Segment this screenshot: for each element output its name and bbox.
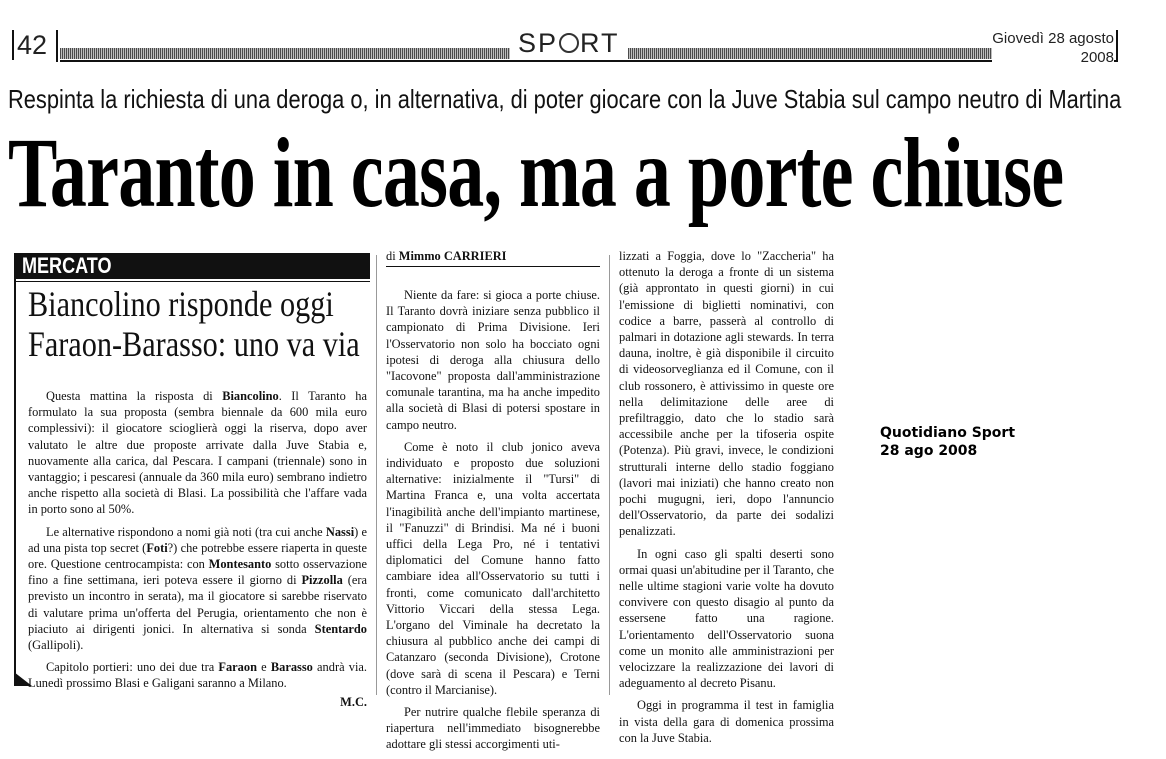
mercato-paragraph-1: Questa mattina la risposta di Biancolino. Il Taranto ha formulato la sua proposta (sembra biennale da 600 mila euro complessivi): il giocatore scioglierà oggi la riserva, dopo aver valutato le altre due proposte arrivate dalla Juve Stabia e, nuovamente alla carica, dal Pescara. I campani (triennale) sono in vantaggio; i pescaresi (annuale da 360 mila euro) sembrano indietro anche rispetto alla società di Blasi. La possibilità che l'affare vada in porto sono al 50%. bbox=[28, 389, 367, 517]
source-stamp-date: 28 ago 2008 bbox=[880, 443, 978, 459]
mercato-headline-line2: Faraon-Barasso: uno va via bbox=[28, 324, 360, 364]
name-biancolino: Biancolino bbox=[222, 389, 279, 403]
article-paragraph: Come è noto il club jonico aveva individuato e proposto due soluzioni alternative: inizialmente il "Tursi" di Martina Franca e, una volta accertata l'inagibilità anche dell'impianto martinese, il "Fanuzzi" di Brindisi. Ma né i buoni uffici della Lega Pro, né i tentativi diplomatici del Comune hanno fatto cambiare idea all'Osservatorio su tutti i fronti, come comunicato dall'architetto Vittorio Viccari della stessa Lega. L'organo del Viminale ha decretato la chiusura al pubblico anche dei campi di Catanzaro (seconda Divisione), Crotone (dove sarà di scena il Pescara) e Terni (contro il Marcianise). bbox=[386, 439, 600, 697]
mercato-body bbox=[28, 388, 367, 710]
column-separator bbox=[376, 255, 377, 695]
source-stamp bbox=[880, 424, 1015, 460]
mercato-rule bbox=[14, 281, 370, 282]
dateline-date: Giovedì 28 agosto bbox=[992, 30, 1114, 47]
article-paragraph: Per nutrire qualche flebile speranza di riapertura nell'immediato bisognerebbe adottare gli stessi accorgimenti uti- bbox=[386, 705, 600, 752]
mercato-signature: M.C. bbox=[340, 694, 367, 709]
mercato-headline-line1: Biancolino risponde oggi bbox=[28, 284, 334, 324]
kicker-headline: Respinta la richiesta di una deroga o, in alternativa, di poter giocare con la Juve Stabia sul campo neutro di Martina bbox=[8, 84, 1122, 114]
mercato-paragraph-3: Capitolo portieri: uno dei due tra Faraon e Barasso andrà via. Lunedì prossimo Blasi e Galigani saranno a Milano. bbox=[28, 660, 367, 691]
source-stamp-publication: Quotidiano Sport bbox=[880, 425, 1016, 441]
section-title-suffix: RT bbox=[580, 28, 620, 58]
mercato-paragraph-2: Le alternative rispondono a nomi già noti (tra cui anche Nassi) e ad una pista top secret (Foti?) che potrebbe essere riaperta in queste ore. Questione centrocampista: con Montesanto sotto osservazione fino a fine settimana, ieri poteva essere il giorno di Pizzolla (era previsto un incontro in serata), ma il giocatore si sarebbe riservato di valutare prima un'offerta del Perugia, orientamento che non è piaciuto ai dirigenti jonici. In alternativa si sonda Stentardo (Gallipoli). bbox=[28, 524, 367, 653]
section-title bbox=[510, 28, 628, 59]
mercato-label-bar bbox=[14, 253, 370, 279]
article-paragraph: Niente da fare: si gioca a porte chiuse. Il Taranto dovrà iniziare senza pubblico il campionato di Prima Divisione. Ieri l'Osservatorio non solo ha bocciato ogni ipotesi di deroga alla chiusura dello "Iacovone" proposta dall'amministrazione comunale tarantina, ma ha anche impedito alla società di Blasi di potersi spostare in campo neutro. bbox=[386, 288, 600, 432]
mercato-box-rule bbox=[14, 253, 16, 685]
article-column-2 bbox=[386, 287, 600, 759]
byline-author: Mimmo CARRIERI bbox=[398, 249, 507, 263]
section-title-prefix: SP bbox=[518, 28, 559, 58]
header-rule bbox=[60, 60, 1118, 62]
page-number-rule bbox=[56, 30, 58, 62]
column-separator bbox=[609, 255, 610, 695]
mercato-headline bbox=[28, 284, 381, 364]
mercato-label: MERCATO bbox=[22, 253, 112, 278]
section-logo-icon bbox=[559, 33, 579, 53]
dateline-year: 2008 bbox=[992, 48, 1114, 67]
article-paragraph-continued: lizzati a Foggia, dove lo "Zaccheria" ha ottenuto la deroga a fronte di un sistema (già approntato in questi giorni) in cui l'emissione di biglietti nominativi, con codice a barre, passerà al controllo di palmari in dotazione agli stewards. In terra dauna, inoltre, è già disponibile il circuito di videosorveglianza ed il Comune, con il club rossonero, è attivissimo in queste ore nella delimitazione delle aree di prefiltraggio, dato che lo stadio sarà accessibile anche per la tifoseria ospite (Potenza). Più gravi, invece, le condizioni strutturali interne dello stadio foggiano (lavori mai iniziati) che hanno creato non pochi mugugni, ieri, dopo l'annuncio dell'Osservatorio, da parte dei sodalizi penalizzati. bbox=[619, 249, 834, 539]
page-number: 42 bbox=[12, 30, 47, 60]
article-paragraph: Oggi in programma il test in famiglia in vista della gara di domenica prossima con la Juve Stabia. bbox=[619, 698, 834, 745]
corner-triangle-mark bbox=[14, 672, 32, 686]
article-paragraph: In ogni caso gli spalti deserti sono ormai quasi un'abitudine per il Taranto, che nelle ultime stagioni varie volte ha dovuto convivere con questo disagio al punto da essersene fatto una ragione. L'orientamento dell'Osservatorio suona come un monito alle amministrazioni per velocizzare la realizzazione dei lavori di adeguamento al decreto Pisanu. bbox=[619, 546, 834, 691]
byline-rule bbox=[386, 266, 600, 267]
article-column-3 bbox=[619, 248, 834, 752]
main-headline: Taranto in casa, ma a porte chiuse bbox=[8, 117, 1064, 228]
dateline bbox=[992, 29, 1114, 67]
byline-prefix: di bbox=[386, 249, 396, 263]
dateline-rule bbox=[1116, 30, 1118, 62]
byline bbox=[386, 248, 506, 264]
